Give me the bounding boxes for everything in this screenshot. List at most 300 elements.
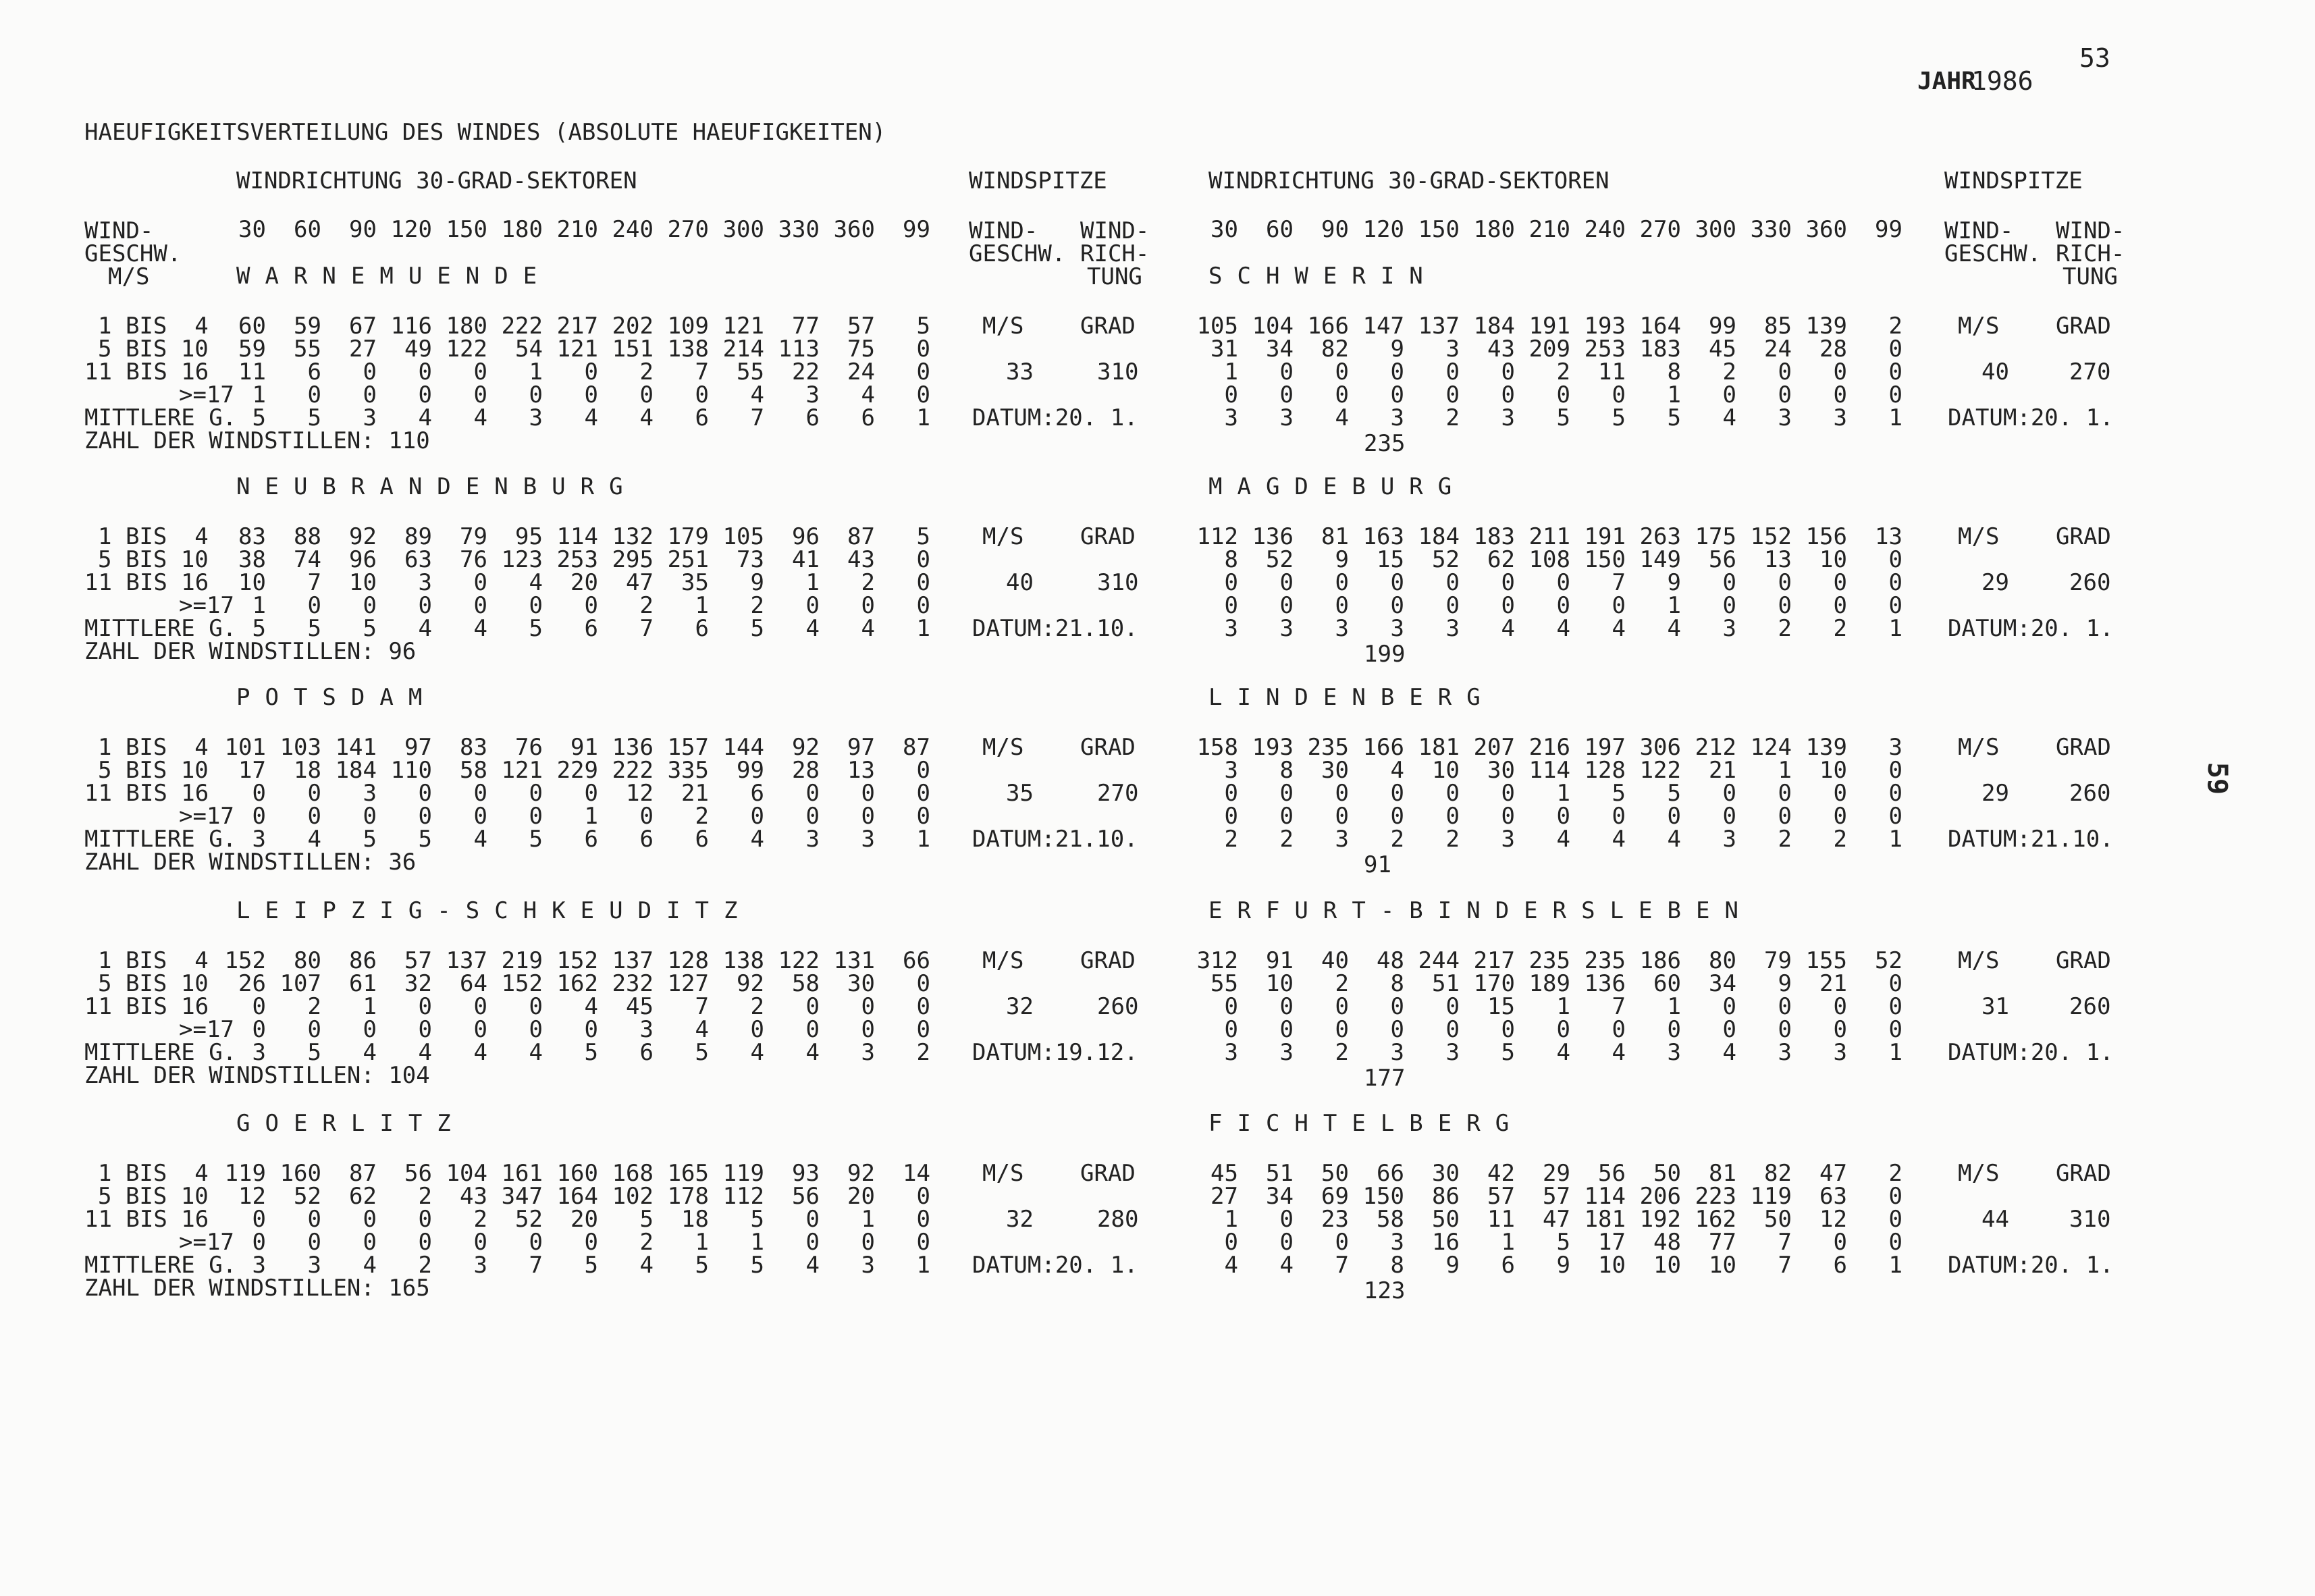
cell-value: 92 xyxy=(349,523,377,550)
cell-value: 10 xyxy=(1653,1252,1681,1279)
cell-value: 52 xyxy=(1875,947,1902,974)
peak-speed-value: 35 xyxy=(1006,780,1034,807)
cell-value: 12 xyxy=(238,1183,266,1210)
cell-value: 89 xyxy=(404,523,432,550)
page-number: 53 xyxy=(2079,43,2110,73)
cell-value: 186 xyxy=(1639,947,1681,974)
cell-value: 0 xyxy=(1390,993,1404,1020)
cell-value: 0 xyxy=(1778,569,1792,596)
cell-value: 222 xyxy=(501,313,543,340)
cell-value: 138 xyxy=(722,947,764,974)
cell-value: 40 xyxy=(1321,947,1349,974)
left-ws-geschw-2: GESCHW. xyxy=(969,240,1066,267)
cell-value: 5 xyxy=(695,1252,709,1279)
cell-value: 1 xyxy=(1667,592,1681,619)
cell-value: 114 xyxy=(1528,757,1570,784)
cell-value: 3 xyxy=(1833,1039,1847,1066)
calm-count: 177 xyxy=(1364,1065,1406,1092)
row-label: 5 BIS 10 xyxy=(98,1183,209,1210)
cell-value: 0 xyxy=(1335,1229,1349,1256)
cell-value: 43 xyxy=(1487,336,1515,363)
cell-value: 0 xyxy=(1279,803,1294,830)
cell-value: 67 xyxy=(349,313,377,340)
cell-value: 34 xyxy=(1266,1183,1294,1210)
peak-speed-value: 44 xyxy=(1981,1206,2009,1233)
sector-label-240: 240 xyxy=(612,216,654,243)
cell-value: 5 xyxy=(695,1039,709,1066)
cell-value: 87 xyxy=(903,734,930,761)
cell-value: 3 xyxy=(1224,404,1238,431)
cell-value: 38 xyxy=(238,546,266,573)
cell-value: 0 xyxy=(1501,780,1515,807)
cell-value: 4 xyxy=(363,1039,377,1066)
cell-value: 1 xyxy=(916,826,930,853)
row-label: MITTLERE G. xyxy=(84,1252,237,1279)
cell-value: 56 xyxy=(792,1183,820,1210)
cell-value: 2 xyxy=(1833,615,1847,642)
cell-value: 128 xyxy=(667,947,709,974)
cell-value: 161 xyxy=(501,1160,543,1187)
cell-value: 216 xyxy=(1528,734,1570,761)
cell-value: 0 xyxy=(1778,358,1792,385)
cell-value: 0 xyxy=(1833,1229,1847,1256)
sector-label-60: 60 xyxy=(1266,216,1294,243)
cell-value: 127 xyxy=(667,970,709,997)
cell-value: 0 xyxy=(1667,803,1681,830)
cell-value: 79 xyxy=(1764,947,1792,974)
row-label: 1 BIS 4 xyxy=(98,1160,209,1187)
sector-label-90: 90 xyxy=(1321,216,1349,243)
cell-value: 48 xyxy=(1377,947,1404,974)
right-ws-geschw-2: GESCHW. xyxy=(1944,240,2042,267)
station-name: NEUBRANDENBURG xyxy=(236,473,638,500)
cell-value: 164 xyxy=(1639,313,1681,340)
cell-value: 3 xyxy=(1722,826,1736,853)
cell-value: 2 xyxy=(750,592,764,619)
cell-value: 197 xyxy=(1584,734,1626,761)
cell-value: 1 xyxy=(916,1252,930,1279)
station-name: MAGDEBURG xyxy=(1208,473,1467,500)
cell-value: 55 xyxy=(737,358,764,385)
cell-value: 47 xyxy=(626,569,654,596)
peak-direction-value: 260 xyxy=(1097,993,1139,1020)
cell-value: 192 xyxy=(1639,1206,1681,1233)
peak-ms-label: M/S xyxy=(982,523,1024,550)
cell-value: 0 xyxy=(1390,1016,1404,1043)
page-title: HAEUFIGKEITSVERTEILUNG DES WINDES (ABSOLUTE HAEUFIGKEITEN) xyxy=(84,119,886,146)
cell-value: 105 xyxy=(722,523,764,550)
cell-value: 3 xyxy=(861,1039,875,1066)
left-ws-richt-3: TUNG xyxy=(1087,263,1142,290)
cell-value: 235 xyxy=(1307,734,1349,761)
calm-count: 123 xyxy=(1364,1277,1406,1304)
cell-value: 7 xyxy=(695,993,709,1020)
cell-value: 0 xyxy=(1888,1183,1902,1210)
cell-value: 0 xyxy=(363,592,377,619)
left-windrichtung-header: WINDRICHTUNG 30-GRAD-SEKTOREN xyxy=(236,167,637,194)
station-name: GOERLITZ xyxy=(236,1110,466,1137)
cell-value: 21 xyxy=(681,780,709,807)
cell-value: 4 xyxy=(805,1039,820,1066)
peak-speed-value: 29 xyxy=(1981,569,2009,596)
cell-value: 0 xyxy=(473,993,487,1020)
cell-value: 3 xyxy=(1445,1039,1460,1066)
cell-value: 0 xyxy=(1224,381,1238,408)
cell-value: 79 xyxy=(460,523,487,550)
cell-value: 163 xyxy=(1362,523,1404,550)
cell-value: 0 xyxy=(861,1016,875,1043)
cell-value: 60 xyxy=(1653,970,1681,997)
cell-value: 3 xyxy=(363,780,377,807)
cell-value: 9 xyxy=(1390,336,1404,363)
sector-label-330: 330 xyxy=(778,216,820,243)
cell-value: 0 xyxy=(1445,592,1460,619)
cell-value: 0 xyxy=(584,381,598,408)
cell-value: 0 xyxy=(916,757,930,784)
cell-value: 13 xyxy=(1875,523,1902,550)
peak-ms-label: M/S xyxy=(1958,947,2000,974)
cell-value: 0 xyxy=(1778,1016,1792,1043)
cell-value: 0 xyxy=(916,592,930,619)
cell-value: 29 xyxy=(1543,1160,1570,1187)
cell-value: 6 xyxy=(695,404,709,431)
peak-direction-value: 270 xyxy=(2069,358,2111,385)
cell-value: 10 xyxy=(1819,757,1847,784)
cell-value: 2 xyxy=(1888,313,1902,340)
cell-value: 10 xyxy=(1432,757,1460,784)
cell-value: 45 xyxy=(1210,1160,1238,1187)
cell-value: 0 xyxy=(750,803,764,830)
cell-value: 5 xyxy=(307,404,321,431)
cell-value: 2 xyxy=(1722,358,1736,385)
cell-value: 4 xyxy=(1722,404,1736,431)
cell-value: 5 xyxy=(307,615,321,642)
cell-value: 0 xyxy=(1390,381,1404,408)
cell-value: 20 xyxy=(847,1183,875,1210)
cell-value: 32 xyxy=(404,970,432,997)
calm-count: ZAHL DER WINDSTILLEN: 96 xyxy=(84,638,417,665)
cell-value: 0 xyxy=(1279,1016,1294,1043)
peak-speed-value: 40 xyxy=(1006,569,1034,596)
cell-value: 0 xyxy=(1722,780,1736,807)
peak-date: DATUM:21.10. xyxy=(1948,826,2114,853)
cell-value: 3 xyxy=(861,826,875,853)
cell-value: 4 xyxy=(1667,826,1681,853)
sector-label-60: 60 xyxy=(294,216,321,243)
cell-value: 139 xyxy=(1805,734,1847,761)
cell-value: 102 xyxy=(612,1183,654,1210)
cell-value: 0 xyxy=(473,803,487,830)
row-label: >=17 xyxy=(179,1016,234,1043)
cell-value: 0 xyxy=(1224,780,1238,807)
cell-value: 0 xyxy=(1390,358,1404,385)
cell-value: 0 xyxy=(1335,993,1349,1020)
cell-value: 2 xyxy=(916,1039,930,1066)
row-label: 5 BIS 10 xyxy=(98,336,209,363)
cell-value: 4 xyxy=(418,1039,432,1066)
peak-date: DATUM:21.10. xyxy=(972,826,1138,853)
cell-value: 113 xyxy=(778,336,820,363)
cell-value: 97 xyxy=(847,734,875,761)
peak-date: DATUM:20. 1. xyxy=(1948,615,2114,642)
cell-value: 152 xyxy=(1750,523,1792,550)
cell-value: 183 xyxy=(1639,336,1681,363)
cell-value: 206 xyxy=(1639,1183,1681,1210)
cell-value: 1 xyxy=(1888,1252,1902,1279)
cell-value: 147 xyxy=(1362,313,1404,340)
cell-value: 0 xyxy=(1335,1016,1349,1043)
cell-value: 48 xyxy=(1653,1229,1681,1256)
cell-value: 212 xyxy=(1695,734,1736,761)
cell-value: 184 xyxy=(1418,523,1460,550)
cell-value: 223 xyxy=(1695,1183,1736,1210)
cell-value: 77 xyxy=(792,313,820,340)
cell-value: 59 xyxy=(294,313,321,340)
cell-value: 122 xyxy=(1639,757,1681,784)
cell-value: 0 xyxy=(916,1206,930,1233)
cell-value: 50 xyxy=(1653,1160,1681,1187)
cell-value: 0 xyxy=(1279,1229,1294,1256)
peak-ms-label: M/S xyxy=(982,313,1024,340)
cell-value: 109 xyxy=(667,313,709,340)
cell-value: 0 xyxy=(1390,592,1404,619)
cell-value: 14 xyxy=(903,1160,930,1187)
cell-value: 2 xyxy=(418,1183,432,1210)
cell-value: 5 xyxy=(750,1252,764,1279)
cell-value: 0 xyxy=(1335,592,1349,619)
cell-value: 77 xyxy=(1709,1229,1736,1256)
peak-direction-value: 270 xyxy=(1097,780,1139,807)
cell-value: 119 xyxy=(224,1160,266,1187)
cell-value: 0 xyxy=(916,358,930,385)
calm-count: ZAHL DER WINDSTILLEN: 165 xyxy=(84,1275,430,1302)
left-ws-richt-1: WIND- xyxy=(1080,217,1150,244)
calm-count: 235 xyxy=(1364,430,1406,457)
cell-value: 0 xyxy=(916,780,930,807)
cell-value: 0 xyxy=(418,1229,432,1256)
cell-value: 0 xyxy=(861,993,875,1020)
row-label: 11 BIS 16 xyxy=(84,780,209,807)
cell-value: 26 xyxy=(238,970,266,997)
cell-value: 6 xyxy=(861,404,875,431)
cell-value: 0 xyxy=(861,780,875,807)
cell-value: 75 xyxy=(847,336,875,363)
row-label: >=17 xyxy=(179,592,234,619)
cell-value: 3 xyxy=(473,1252,487,1279)
cell-value: 4 xyxy=(1556,615,1570,642)
cell-value: 3 xyxy=(252,1039,266,1066)
cell-value: 150 xyxy=(1362,1183,1404,1210)
cell-value: 1 xyxy=(252,381,266,408)
cell-value: 0 xyxy=(584,780,598,807)
cell-value: 0 xyxy=(1778,993,1792,1020)
cell-value: 0 xyxy=(307,592,321,619)
cell-value: 0 xyxy=(529,803,543,830)
cell-value: 0 xyxy=(307,1229,321,1256)
cell-value: 13 xyxy=(847,757,875,784)
cell-value: 0 xyxy=(1778,803,1792,830)
cell-value: 0 xyxy=(418,780,432,807)
cell-value: 0 xyxy=(1501,569,1515,596)
cell-value: 5 xyxy=(1667,404,1681,431)
cell-value: 229 xyxy=(556,757,598,784)
peak-date: DATUM:21.10. xyxy=(972,615,1138,642)
cell-value: 82 xyxy=(1764,1160,1792,1187)
cell-value: 3 xyxy=(529,404,543,431)
peak-direction-value: 260 xyxy=(2069,780,2111,807)
cell-value: 3 xyxy=(1888,734,1902,761)
cell-value: 0 xyxy=(363,1206,377,1233)
cell-value: 0 xyxy=(916,993,930,1020)
cell-value: 0 xyxy=(1279,993,1294,1020)
row-label: 11 BIS 16 xyxy=(84,569,209,596)
cell-value: 306 xyxy=(1639,734,1681,761)
cell-value: 0 xyxy=(1888,1229,1902,1256)
cell-value: 0 xyxy=(1722,569,1736,596)
cell-value: 180 xyxy=(446,313,487,340)
cell-value: 181 xyxy=(1418,734,1460,761)
cell-value: 141 xyxy=(335,734,377,761)
row-label: MITTLERE G. xyxy=(84,1039,237,1066)
cell-value: 30 xyxy=(1432,1160,1460,1187)
cell-value: 0 xyxy=(1556,1016,1570,1043)
cell-value: 0 xyxy=(805,1206,820,1233)
cell-value: 69 xyxy=(1321,1183,1349,1210)
sector-label-360: 360 xyxy=(833,216,875,243)
cell-value: 87 xyxy=(847,523,875,550)
cell-value: 3 xyxy=(1224,757,1238,784)
cell-value: 0 xyxy=(363,1016,377,1043)
cell-value: 175 xyxy=(1695,523,1736,550)
cell-value: 0 xyxy=(1335,358,1349,385)
cell-value: 0 xyxy=(1224,592,1238,619)
cell-value: 3 xyxy=(1778,1039,1792,1066)
cell-value: 114 xyxy=(556,523,598,550)
cell-value: 1 xyxy=(695,1229,709,1256)
peak-ms-label: M/S xyxy=(982,1160,1024,1187)
cell-value: 4 xyxy=(473,826,487,853)
cell-value: 2 xyxy=(750,993,764,1020)
cell-value: 152 xyxy=(501,970,543,997)
cell-value: 151 xyxy=(612,336,654,363)
cell-value: 2 xyxy=(473,1206,487,1233)
cell-value: 20 xyxy=(570,569,598,596)
station-name: SCHWERIN xyxy=(1208,263,1438,290)
cell-value: 63 xyxy=(1819,1183,1847,1210)
cell-value: 0 xyxy=(1667,1016,1681,1043)
cell-value: 52 xyxy=(1266,546,1294,573)
cell-value: 0 xyxy=(1833,381,1847,408)
cell-value: 107 xyxy=(280,970,321,997)
cell-value: 0 xyxy=(1778,592,1792,619)
left-windgeschw-label: WIND- xyxy=(84,217,154,244)
cell-value: 136 xyxy=(1252,523,1294,550)
cell-value: 5 xyxy=(307,1039,321,1066)
cell-value: 2 xyxy=(307,993,321,1020)
peak-ms-label: M/S xyxy=(1958,734,2000,761)
cell-value: 0 xyxy=(252,780,266,807)
cell-value: 0 xyxy=(1833,358,1847,385)
peak-ms-label: M/S xyxy=(982,734,1024,761)
cell-value: 132 xyxy=(612,523,654,550)
cell-value: 3 xyxy=(1390,615,1404,642)
cell-value: 4 xyxy=(363,1252,377,1279)
cell-value: 0 xyxy=(418,993,432,1020)
cell-value: 0 xyxy=(473,592,487,619)
cell-value: 0 xyxy=(1279,1206,1294,1233)
cell-value: 3 xyxy=(1279,1039,1294,1066)
cell-value: 1 xyxy=(1667,993,1681,1020)
calm-count: ZAHL DER WINDSTILLEN: 36 xyxy=(84,849,417,876)
cell-value: 4 xyxy=(750,1039,764,1066)
cell-value: 136 xyxy=(1584,970,1626,997)
cell-value: 4 xyxy=(639,1252,654,1279)
cell-value: 82 xyxy=(1321,336,1349,363)
cell-value: 0 xyxy=(916,381,930,408)
cell-value: 30 xyxy=(847,970,875,997)
cell-value: 0 xyxy=(805,1229,820,1256)
cell-value: 9 xyxy=(1778,970,1792,997)
cell-value: 28 xyxy=(1819,336,1847,363)
cell-value: 80 xyxy=(1709,947,1736,974)
cell-value: 17 xyxy=(238,757,266,784)
cell-value: 253 xyxy=(556,546,598,573)
cell-value: 1 xyxy=(1556,993,1570,1020)
cell-value: 0 xyxy=(1612,592,1626,619)
cell-value: 74 xyxy=(294,546,321,573)
cell-value: 42 xyxy=(1487,1160,1515,1187)
station-name: WARNEMUENDE xyxy=(236,263,552,290)
row-label: 1 BIS 4 xyxy=(98,947,209,974)
cell-value: 0 xyxy=(1833,1016,1847,1043)
calm-count: 91 xyxy=(1364,851,1391,878)
cell-value: 0 xyxy=(584,1229,598,1256)
cell-value: 165 xyxy=(667,1160,709,1187)
right-windspitze-header: WINDSPITZE xyxy=(1944,167,2083,194)
peak-ms-label: M/S xyxy=(1958,523,2000,550)
peak-date: DATUM:19.12. xyxy=(972,1039,1138,1066)
cell-value: 6 xyxy=(750,780,764,807)
cell-value: 64 xyxy=(460,970,487,997)
cell-value: 3 xyxy=(418,569,432,596)
cell-value: 1 xyxy=(252,592,266,619)
cell-value: 7 xyxy=(695,358,709,385)
cell-value: 58 xyxy=(1377,1206,1404,1233)
cell-value: 101 xyxy=(224,734,266,761)
cell-value: 131 xyxy=(833,947,875,974)
cell-value: 3 xyxy=(639,1016,654,1043)
cell-value: 30 xyxy=(1321,757,1349,784)
cell-value: 0 xyxy=(916,970,930,997)
calm-count: ZAHL DER WINDSTILLEN: 104 xyxy=(84,1062,430,1089)
cell-value: 7 xyxy=(1612,569,1626,596)
cell-value: 80 xyxy=(294,947,321,974)
cell-value: 4 xyxy=(307,826,321,853)
cell-value: 55 xyxy=(294,336,321,363)
cell-value: 9 xyxy=(1335,546,1349,573)
cell-value: 335 xyxy=(667,757,709,784)
cell-value: 8 xyxy=(1224,546,1238,573)
cell-value: 4 xyxy=(1390,757,1404,784)
cell-value: 45 xyxy=(1709,336,1736,363)
cell-value: 6 xyxy=(307,358,321,385)
cell-value: 4 xyxy=(529,569,543,596)
cell-value: 4 xyxy=(529,1039,543,1066)
cell-value: 0 xyxy=(1888,592,1902,619)
cell-value: 3 xyxy=(1390,1039,1404,1066)
cell-value: 4 xyxy=(584,404,598,431)
sector-label-270: 270 xyxy=(1639,216,1681,243)
